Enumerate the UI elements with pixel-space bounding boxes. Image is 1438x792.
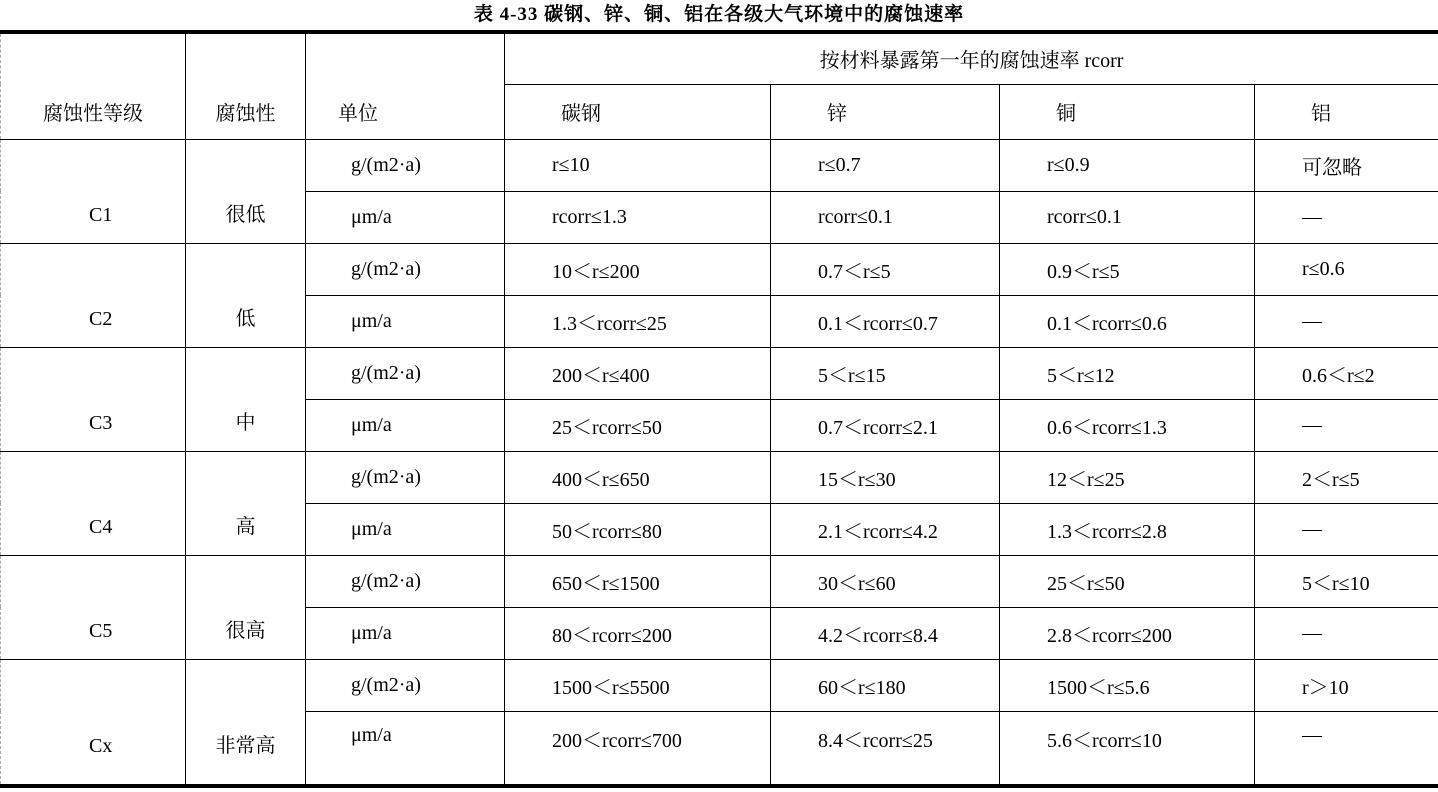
corrosivity-cell-c3: 中 — [186, 347, 306, 451]
span-header-first-year-rate: 按材料暴露第一年的腐蚀速率 rcorr — [505, 32, 1438, 84]
value-cell-zinc: 0.7＜rcorr≤2.1 — [771, 399, 1000, 451]
value-cell-copper: r≤0.9 — [1000, 139, 1255, 191]
value-cell-copper: 2.8＜rcorr≤200 — [1000, 607, 1255, 659]
class-cell-c2: C2 — [1, 243, 186, 347]
col-header-carbon-steel: 碳钢 — [505, 84, 771, 139]
value-cell-carbon-steel: 200＜r≤400 — [505, 347, 771, 399]
value-cell-zinc: 4.2＜rcorr≤8.4 — [771, 607, 1000, 659]
value-cell-aluminum: — — [1255, 607, 1438, 659]
corrosivity-cell-cx: 非常高 — [186, 659, 306, 786]
page-title: 表 4-33 碳钢、锌、铜、铝在各级大气环境中的腐蚀速率 — [473, 4, 965, 25]
unit-cell: g/(m2·a) — [306, 659, 505, 711]
col-header-aluminum: 铝 — [1255, 84, 1438, 139]
value-cell-aluminum: — — [1255, 399, 1438, 451]
value-cell-carbon-steel: r≤10 — [505, 139, 771, 191]
col-header-unit: 单位 — [306, 32, 505, 139]
value-cell-zinc: 30＜r≤60 — [771, 555, 1000, 607]
value-cell-aluminum: 可忽略 — [1255, 139, 1438, 191]
unit-cell: μm/a — [306, 399, 505, 451]
value-cell-aluminum: — — [1255, 503, 1438, 555]
col-header-zinc: 锌 — [771, 84, 1000, 139]
value-cell-copper: 5＜r≤12 — [1000, 347, 1255, 399]
value-cell-carbon-steel: 50＜rcorr≤80 — [505, 503, 771, 555]
corrosivity-cell-c1: 很低 — [186, 139, 306, 243]
unit-cell: g/(m2·a) — [306, 555, 505, 607]
value-cell-zinc: 2.1＜rcorr≤4.2 — [771, 503, 1000, 555]
value-cell-carbon-steel: rcorr≤1.3 — [505, 191, 771, 243]
value-cell-zinc: 8.4＜rcorr≤25 — [771, 711, 1000, 786]
class-cell-c5: C5 — [1, 555, 186, 659]
value-cell-aluminum: — — [1255, 191, 1438, 243]
class-cell-c4: C4 — [1, 451, 186, 555]
value-cell-aluminum: — — [1255, 711, 1438, 786]
class-cell-c3: C3 — [1, 347, 186, 451]
value-cell-aluminum: r＞10 — [1255, 659, 1438, 711]
unit-cell: g/(m2·a) — [306, 347, 505, 399]
value-cell-zinc: 15＜r≤30 — [771, 451, 1000, 503]
unit-cell: μm/a — [306, 711, 505, 786]
value-cell-aluminum: — — [1255, 295, 1438, 347]
value-cell-copper: 0.9＜r≤5 — [1000, 243, 1255, 295]
value-cell-carbon-steel: 25＜rcorr≤50 — [505, 399, 771, 451]
corrosion-rate-table — [0, 30, 1438, 788]
col-header-corrosivity: 腐蚀性 — [186, 32, 306, 139]
value-cell-zinc: 0.1＜rcorr≤0.7 — [771, 295, 1000, 347]
unit-cell: μm/a — [306, 503, 505, 555]
corrosivity-cell-c4: 高 — [186, 451, 306, 555]
value-cell-aluminum: 2＜r≤5 — [1255, 451, 1438, 503]
value-cell-copper: 1500＜r≤5.6 — [1000, 659, 1255, 711]
value-cell-zinc: 60＜r≤180 — [771, 659, 1000, 711]
unit-cell: μm/a — [306, 607, 505, 659]
col-header-corrosivity-class: 腐蚀性等级 — [1, 32, 186, 139]
value-cell-aluminum: 5＜r≤10 — [1255, 555, 1438, 607]
unit-cell: g/(m2·a) — [306, 139, 505, 191]
unit-cell: g/(m2·a) — [306, 451, 505, 503]
value-cell-carbon-steel: 650＜r≤1500 — [505, 555, 771, 607]
value-cell-copper: rcorr≤0.1 — [1000, 191, 1255, 243]
value-cell-copper: 12＜r≤25 — [1000, 451, 1255, 503]
value-cell-copper: 1.3＜rcorr≤2.8 — [1000, 503, 1255, 555]
value-cell-copper: 0.1＜rcorr≤0.6 — [1000, 295, 1255, 347]
value-cell-carbon-steel: 1500＜r≤5500 — [505, 659, 771, 711]
unit-cell: μm/a — [306, 191, 505, 243]
value-cell-copper: 25＜r≤50 — [1000, 555, 1255, 607]
value-cell-copper: 0.6＜rcorr≤1.3 — [1000, 399, 1255, 451]
value-cell-copper: 5.6＜rcorr≤10 — [1000, 711, 1255, 786]
value-cell-zinc: r≤0.7 — [771, 139, 1000, 191]
value-cell-zinc: 0.7＜r≤5 — [771, 243, 1000, 295]
value-cell-zinc: rcorr≤0.1 — [771, 191, 1000, 243]
value-cell-carbon-steel: 400＜r≤650 — [505, 451, 771, 503]
value-cell-aluminum: 0.6＜r≤2 — [1255, 347, 1438, 399]
value-cell-carbon-steel: 1.3＜rcorr≤25 — [505, 295, 771, 347]
corrosivity-cell-c2: 低 — [186, 243, 306, 347]
value-cell-carbon-steel: 10＜r≤200 — [505, 243, 771, 295]
class-cell-cx: Cx — [1, 659, 186, 786]
corrosivity-cell-c5: 很高 — [186, 555, 306, 659]
value-cell-carbon-steel: 200＜rcorr≤700 — [505, 711, 771, 786]
value-cell-aluminum: r≤0.6 — [1255, 243, 1438, 295]
value-cell-zinc: 5＜r≤15 — [771, 347, 1000, 399]
unit-cell: g/(m2·a) — [306, 243, 505, 295]
unit-cell: μm/a — [306, 295, 505, 347]
class-cell-c1: C1 — [1, 139, 186, 243]
col-header-copper: 铜 — [1000, 84, 1255, 139]
value-cell-carbon-steel: 80＜rcorr≤200 — [505, 607, 771, 659]
